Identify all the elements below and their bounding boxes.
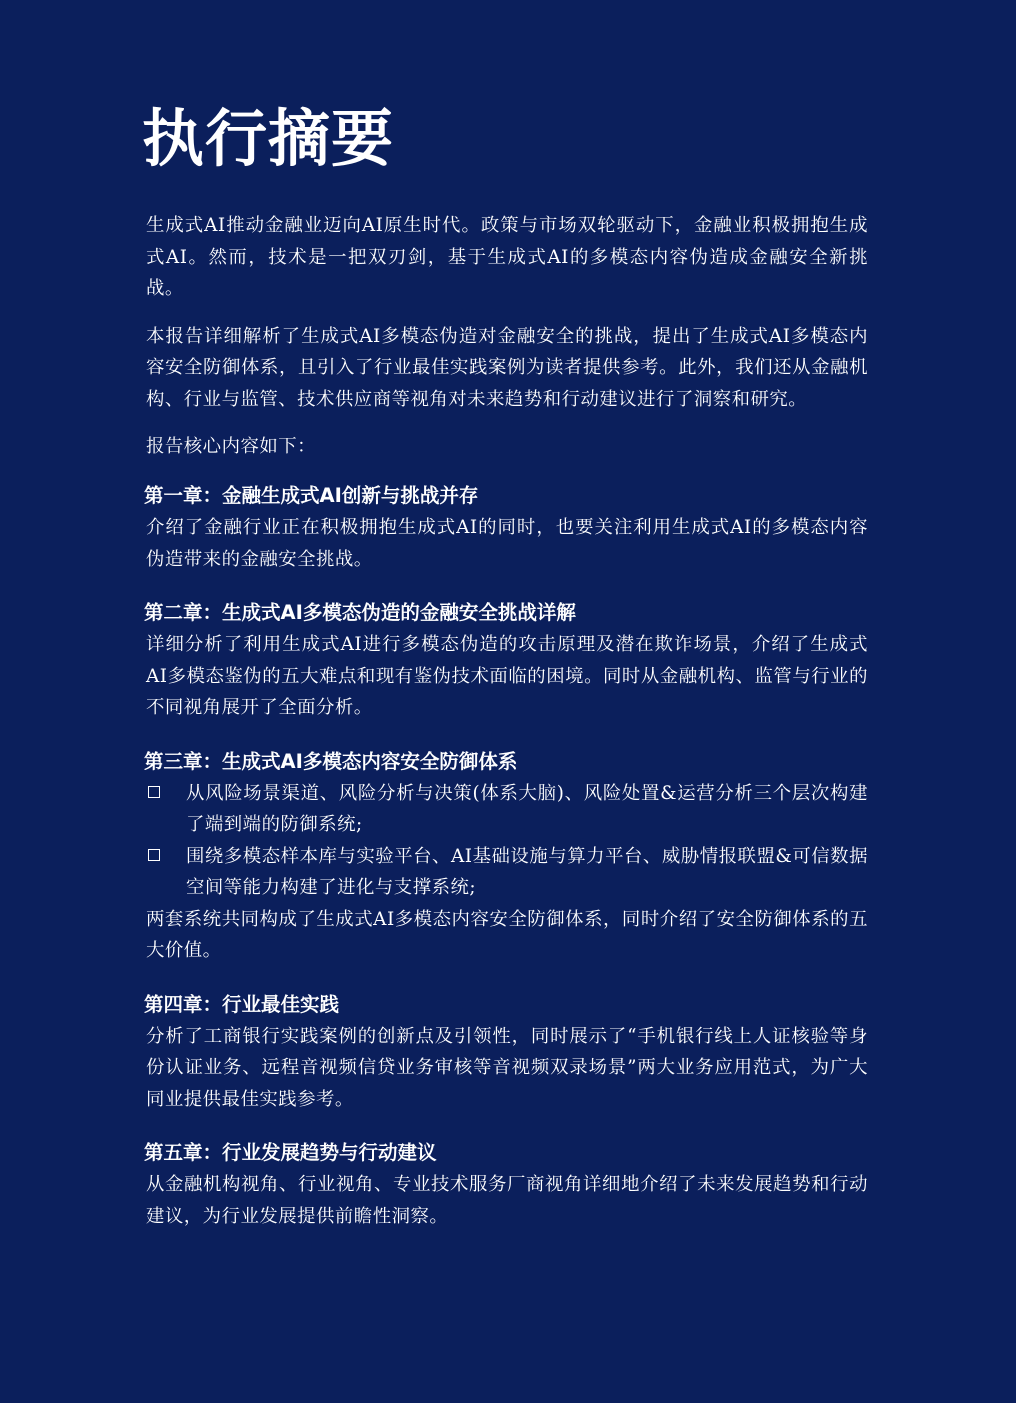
chapter-2: [146, 599, 868, 724]
chapter-1: [146, 482, 868, 575]
page-title: 执行摘要: [142, 102, 395, 175]
chapter-heading: 第三章：生成式AI多模态内容安全防御体系: [144, 749, 518, 773]
chapter-body: 分析了工商银行实践案例的创新点及引领性，同时展示了“手机银行线上人证核验等身份认证业务、远程音视频信贷业务审核等音视频双录场景”两大业务应用范式，为广大同业提供最佳实践参考。: [146, 1025, 868, 1110]
intro-section: [146, 210, 868, 415]
checkbox-icon: [148, 786, 160, 798]
chapter-heading: 第一章：金融生成式AI创新与挑战并存: [144, 484, 479, 507]
intro-paragraph-2: 本报告详细解析了生成式AI多模态伪造对金融安全的挑战，提出了生成式AI多模态内容安全防御体系，且引入了行业最佳实践案例为读者提供参考。此外，我们还从金融机构、行业与监管、技术供应商等视角对未来趋势和行动建议进行了洞察和研究。: [146, 325, 868, 410]
chapter-body: 介绍了金融行业正在积极拥抱生成式AI的同时，也要关注利用生成式AI的多模态内容伪造带来的金融安全挑战。: [146, 517, 868, 570]
chapter-bullet-list: [146, 778, 868, 904]
chapter-4: [146, 991, 868, 1116]
chapter-body: 两套系统共同构成了生成式AI多模态内容安全防御体系，同时介绍了安全防御体系的五大价值。: [146, 908, 868, 961]
executive-summary-page: [142, 100, 868, 1256]
chapter-body: 从金融机构视角、行业视角、专业技术服务厂商视角详细地介绍了未来发展趋势和行动建议，为行业发展提供前瞻性洞察。: [146, 1174, 868, 1227]
intro-paragraph-1: 生成式AI推动金融业迈向AI原生时代。政策与市场双轮驱动下，金融业积极拥抱生成式AI。然而，技术是一把双刃剑，基于生成式AI的多模态内容伪造成金融安全新挑战。: [146, 215, 868, 299]
chapter-5: [146, 1139, 868, 1232]
bullet-item: [146, 778, 868, 841]
chapter-body: 详细分析了利用生成式AI进行多模态伪造的攻击原理及潜在欺诈场景，介绍了生成式AI多模态鉴伪的五大难点和现有鉴伪技术面临的困境。同时从金融机构、监管与行业的不同视角展开了全面分析。: [146, 634, 868, 718]
core-content-lead: 报告核心内容如下：: [146, 436, 317, 457]
chapter-3: [146, 748, 868, 967]
checkbox-icon: [148, 849, 160, 861]
bullet-text: 围绕多模态样本库与实验平台、AI基础设施与算力平台、威胁情报联盟&可信数据空间等能力构建了进化与支撑系统;: [186, 845, 868, 898]
bullet-text: 从风险场景渠道、风险分析与决策(体系大脑)、风险处置&运营分析三个层次构建了端到端的防御系统;: [186, 782, 868, 835]
bullet-item: [146, 841, 868, 904]
chapter-heading: 第二章：生成式AI多模态伪造的金融安全挑战详解: [144, 601, 576, 624]
chapter-heading: 第五章：行业发展趋势与行动建议: [144, 1141, 437, 1164]
chapter-heading: 第四章：行业最佳实践: [144, 992, 340, 1016]
